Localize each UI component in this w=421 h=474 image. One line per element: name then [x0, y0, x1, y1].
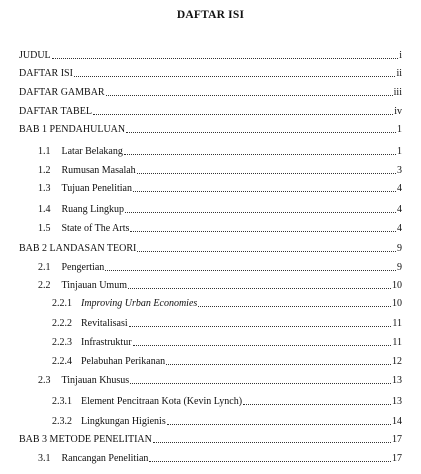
toc-entry-label: Improving Urban Economies [81, 298, 198, 309]
toc-entry-number: 2.3.1 [52, 396, 72, 407]
toc-entry-number: 2.2.4 [52, 356, 72, 367]
dot-leader [133, 345, 392, 346]
toc-entry[interactable] [19, 50, 402, 62]
toc-entry-page: 1 [397, 146, 402, 157]
toc-entry[interactable] [52, 298, 402, 310]
toc-entry-label: BAB 1 PENDAHULUAN [19, 124, 126, 135]
dot-leader [133, 191, 396, 192]
toc-entry-number: 2.2.1 [52, 298, 72, 309]
toc-entry-label: Pengertian [61, 262, 105, 273]
toc-entry-label: Pelabuhan Perikanan [81, 356, 166, 367]
toc-entry-number: 1.2 [38, 165, 51, 176]
toc-entry-label: State of The Arts [61, 223, 130, 234]
toc-entry-page: 1 [397, 124, 402, 135]
toc-entry-page: 4 [397, 223, 402, 234]
dot-leader [243, 404, 391, 405]
document-title: DAFTAR ISI [176, 9, 245, 21]
dot-leader [74, 76, 396, 77]
toc-entry-number: 2.2 [38, 280, 51, 291]
dot-leader [129, 326, 392, 327]
dot-leader [137, 251, 396, 252]
toc-entry[interactable] [38, 280, 402, 292]
toc-entry[interactable] [52, 318, 402, 330]
toc-entry[interactable] [38, 223, 402, 235]
toc-entry-page: 10 [392, 298, 402, 309]
toc-entry-number: 1.5 [38, 223, 51, 234]
toc-entry-label: DAFTAR ISI [19, 68, 73, 79]
toc-entry-label: Latar Belakang [61, 146, 123, 157]
toc-entry-number: 1.1 [38, 146, 51, 157]
toc-entry-page: 9 [397, 243, 402, 254]
toc-entry-page: 10 [392, 280, 402, 291]
toc-entry[interactable] [52, 337, 402, 349]
dot-leader [130, 383, 391, 384]
toc-entry[interactable] [38, 146, 402, 158]
dot-leader [128, 288, 391, 289]
toc-entry[interactable] [19, 243, 402, 255]
toc-entry[interactable] [38, 183, 402, 195]
toc-entry[interactable] [19, 68, 402, 80]
toc-entry-number: 2.2.2 [52, 318, 72, 329]
toc-entry-page: 13 [392, 396, 402, 407]
toc-entry[interactable] [19, 87, 402, 99]
toc-entry-label: Infrastruktur [81, 337, 132, 348]
toc-entry[interactable] [19, 124, 402, 136]
toc-entry[interactable] [52, 356, 402, 368]
toc-entry-page: 3 [397, 165, 402, 176]
toc-entry-page: 17 [392, 453, 402, 464]
toc-entry-number: 2.2.3 [52, 337, 72, 348]
toc-entry-number: 3.1 [38, 453, 51, 464]
toc-entry-label: DAFTAR TABEL [19, 106, 92, 117]
toc-entry[interactable] [52, 416, 402, 428]
toc-entry-label: DAFTAR GAMBAR [19, 87, 105, 98]
dot-leader [137, 173, 396, 174]
dot-leader [105, 270, 396, 271]
toc-entry-label: Tinjauan Khusus [61, 375, 130, 386]
toc-entry-page: 9 [397, 262, 402, 273]
toc-entry-page: 11 [392, 337, 402, 348]
dot-leader [106, 95, 393, 96]
toc-entry-page: 4 [397, 204, 402, 215]
toc-entry-label: Ruang Lingkup [61, 204, 124, 215]
toc-entry-page: ii [396, 68, 402, 79]
toc-entry-label: Lingkungan Higienis [81, 416, 166, 427]
dot-leader [166, 364, 391, 365]
toc-entry-page: iii [393, 87, 402, 98]
toc-entry[interactable] [38, 262, 402, 274]
toc-entry-label: JUDUL [19, 50, 51, 61]
toc-entry-label: Revitalisasi [81, 318, 128, 329]
toc-entry-number: 2.1 [38, 262, 51, 273]
toc-entry[interactable] [38, 165, 402, 177]
toc-entry-page: 13 [392, 375, 402, 386]
toc-entry-page: 17 [392, 434, 402, 445]
toc-entry-label: Tujuan Penelitian [61, 183, 132, 194]
dot-leader [126, 132, 396, 133]
toc-entry-label: Element Pencitraan Kota (Kevin Lynch) [81, 396, 243, 407]
dot-leader [125, 212, 396, 213]
toc-entry[interactable] [19, 434, 402, 446]
dot-leader [93, 114, 393, 115]
toc-entry-page: 14 [392, 416, 402, 427]
dot-leader [130, 231, 396, 232]
toc-entry-page: iv [394, 106, 402, 117]
dot-leader [124, 154, 396, 155]
toc-entry-label: BAB 3 METODE PENELITIAN [19, 434, 152, 445]
toc-entry-page: 4 [397, 183, 402, 194]
toc-entry-number: 1.4 [38, 204, 51, 215]
toc-entry[interactable] [38, 453, 402, 465]
dot-leader [52, 58, 399, 59]
toc-entry-number: 1.3 [38, 183, 51, 194]
toc-entry-number: 2.3 [38, 375, 51, 386]
toc-entry-label: Tinjauan Umum [61, 280, 127, 291]
toc-entry-page: 11 [392, 318, 402, 329]
toc-entry-label: Rancangan Penelitian [61, 453, 149, 464]
toc-entry-page: 12 [392, 356, 402, 367]
toc-entry[interactable] [38, 375, 402, 387]
toc-entry[interactable] [38, 204, 402, 216]
dot-leader [198, 306, 391, 307]
toc-entry-number: 2.3.2 [52, 416, 72, 427]
dot-leader [149, 461, 391, 462]
dot-leader [167, 424, 391, 425]
toc-entry-label: BAB 2 LANDASAN TEORI [19, 243, 137, 254]
toc-entry-page: i [399, 50, 402, 61]
toc-entry-label: Rumusan Masalah [61, 165, 136, 176]
toc-entry[interactable] [19, 106, 402, 118]
toc-entry[interactable] [52, 396, 402, 408]
dot-leader [153, 442, 391, 443]
